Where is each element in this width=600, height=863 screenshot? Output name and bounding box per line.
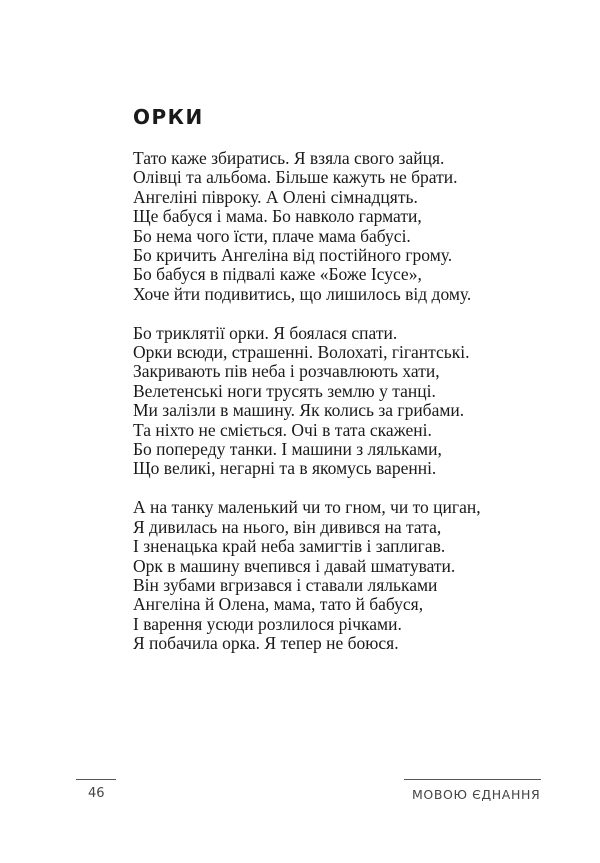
poem-line: А на танку маленький чи то гном, чи то циган, bbox=[133, 497, 481, 518]
poem-line: Олівці та альбома. Більше кажуть не брати. bbox=[133, 167, 458, 188]
footer-divider-right bbox=[404, 779, 541, 780]
poem-line: Що великі, негарні та в якомусь варенні. bbox=[133, 458, 437, 479]
poem-line: Та ніхто не сміється. Очі в тата скажені. bbox=[133, 419, 432, 440]
poem-line: Ми залізли в машину. Як колись за грибами. bbox=[133, 400, 465, 421]
poem-line: Бо попереду танки. І машини з ляльками, bbox=[133, 439, 442, 460]
poem-line: Орк в машину вчепився і давай шматувати. bbox=[133, 555, 456, 576]
poem-line: Я дивилась на нього, він дивився на тата, bbox=[133, 516, 442, 537]
poem-line: І варення усюди розлилося річками. bbox=[133, 613, 402, 634]
stanza bbox=[133, 149, 553, 304]
footer-divider-left bbox=[76, 779, 116, 780]
poem-line: Бо нема чого їсти, плаче мама бабусі. bbox=[133, 225, 411, 246]
page-number: 46 bbox=[88, 786, 105, 801]
poem-body bbox=[133, 149, 553, 673]
poem-line: Велетенські ноги трусять землю у танці. bbox=[133, 380, 436, 401]
poem-line: Ще бабуся і мама. Бо навколо гармати, bbox=[133, 206, 422, 227]
poem-line: Ангеліні півроку. А Олені сімнадцять. bbox=[133, 186, 418, 207]
poem-line: Орки всюди, страшенні. Волохаті, гігантські. bbox=[133, 342, 470, 363]
stanza bbox=[133, 324, 553, 479]
poem-line: І зненацька край неба замигтів і заплигав. bbox=[133, 536, 446, 557]
running-title: МОВОЮ ЄДНАННЯ bbox=[412, 787, 541, 802]
poem-line: Ангеліна й Олена, мама, тато й бабуся, bbox=[133, 594, 424, 615]
poem-line: Я побачила орка. Я тепер не боюся. bbox=[133, 633, 399, 654]
stanza bbox=[133, 498, 553, 653]
poem-line: Закривають пів неба і розчавлюють хати, bbox=[133, 361, 440, 382]
poem-title: ОРКИ bbox=[133, 105, 204, 129]
poem-line: Хоче йти подивитись, що лишилось від дому. bbox=[133, 283, 472, 304]
poem-line: Бо триклятії орки. Я боялася спати. bbox=[133, 322, 398, 343]
poem-line: Бо кричить Ангеліна від постійного грому. bbox=[133, 245, 453, 266]
poem-line: Він зубами вгризався і ставали ляльками bbox=[133, 574, 438, 595]
poem-line: Тато каже збиратись. Я взяла свого зайця. bbox=[133, 148, 445, 168]
poem-line: Бо бабуся в підвалі каже «Боже Ісусе», bbox=[133, 264, 422, 285]
